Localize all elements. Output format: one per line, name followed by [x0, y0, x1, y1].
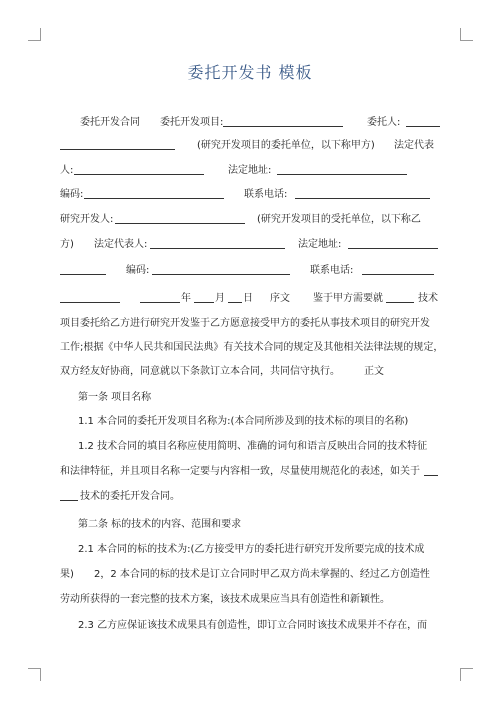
- clause-2-1-cont: [60, 567, 440, 583]
- rep-a-blank: [74, 163, 204, 181]
- preamble-start: 鉴于甲方需要就: [313, 293, 383, 304]
- project-blank: [223, 115, 343, 133]
- legal-rep-label-b: 法定代表人:: [94, 239, 148, 250]
- client-name-blank: [60, 138, 175, 156]
- line-preamble-3: 工作;根据《中华人民共和国民法典》有关技术合同的规定及其他相关法律法规的规定，: [60, 342, 444, 353]
- postcode-a-blank: [84, 187, 224, 205]
- year-blank: [140, 291, 180, 309]
- party-b-note: (研究开发项目的受托单位，以下称乙: [257, 214, 421, 225]
- line-preamble-2: 项目委托给乙方进行研究开发鉴于乙方愿意接受甲方的委托从事技术项目的研究开发: [60, 318, 430, 329]
- clause-1-2-text: 和法律特征，并且项目名称一定要与内容相一致，尽量使用规范化的表述，如关于: [60, 466, 420, 477]
- month-blank: [194, 291, 214, 309]
- clause-1-2-cont: [60, 464, 440, 480]
- month-label: 月: [215, 293, 225, 304]
- crop-mark-bottom-right: [460, 668, 473, 681]
- clause-2-1: 2.1 本合同的标的技术为:(乙方接受甲方的委托进行研究开发所要完成的技术成: [78, 544, 425, 555]
- phone-b-blank-cont: [60, 291, 120, 309]
- line-party-a-rep: [60, 163, 440, 179]
- clause-1-2-end-blank: [60, 489, 78, 507]
- body-heading: 正文: [364, 366, 384, 377]
- postcode-b-blank: [152, 263, 290, 281]
- crop-mark-bottom-left: [28, 668, 41, 681]
- article-2-heading: 第二条 标的技术的内容、范围和要求: [78, 519, 242, 530]
- address-a-blank: [277, 163, 407, 181]
- day-label: 日: [243, 293, 253, 304]
- phone-b-blank: [362, 263, 434, 281]
- phone-a-label: 联系电话:: [244, 189, 288, 200]
- contract-type-label: 委托开发合同: [80, 117, 140, 128]
- rep-a-label: 人:: [60, 165, 74, 176]
- party-b-close: 方): [60, 239, 74, 250]
- preamble-end: 双方经友好协商，同意就以下条款订立本合同，共同信守执行。: [60, 366, 340, 377]
- project-label: 委托开发项目:: [160, 117, 224, 128]
- clause-1-2-end: [60, 489, 440, 505]
- clause-1-2-end-text: 技术的委托开发合同。: [80, 491, 180, 502]
- tech-blank: [386, 291, 414, 309]
- line-party-b-rep: [60, 237, 440, 253]
- clause-1-2: 1.2 技术合同的填目名称应使用简明、准确的词句和语言反映出合同的技术特征: [78, 441, 428, 452]
- client-blank: [406, 115, 440, 133]
- legal-rep-label-a: 法定代表: [394, 140, 434, 151]
- day-blank: [228, 291, 242, 309]
- line-preamble-4: [60, 364, 440, 380]
- client-label: 委托人:: [367, 117, 401, 128]
- clause-2-2: 2，2 本合同的标的技术是订立合同时甲乙双方尚未掌握的、经过乙方创造性: [94, 569, 430, 580]
- clause-1-2-blank: [424, 464, 438, 482]
- phone-b-label: 联系电话:: [310, 265, 354, 276]
- line-date-preamble: [60, 291, 440, 307]
- preamble-heading: 序文: [270, 293, 290, 304]
- developer-blank: [115, 212, 245, 230]
- postcode-a-label: 编码:: [60, 189, 84, 200]
- crop-mark-top-left: [28, 28, 41, 41]
- article-1-heading: 第一条 项目名称: [78, 392, 152, 403]
- address-a-label: 法定地址:: [228, 165, 272, 176]
- rep-b-blank: [150, 237, 285, 255]
- clause-2-3: 2.3 乙方应保证该技术成果具有创造性，即订立合同时该技术成果并不存在，而: [78, 620, 428, 631]
- line-contract-header: [60, 115, 440, 131]
- clause-2-2-cont: 劳动所获得的一套完整的技术方案，该技术成果应当具有创造性和新颖性。: [60, 594, 390, 605]
- postcode-b-label: 编码:: [126, 265, 150, 276]
- clause-1-1: 1.1 本合同的委托开发项目名称为:(本合同所涉及到的技术标的项目的名称): [78, 416, 409, 427]
- tech-label: 技术: [418, 293, 438, 304]
- party-a-note: (研究开发项目的委托单位，以下称甲方): [197, 140, 375, 151]
- address-b-blank-cont: [60, 263, 106, 281]
- line-party-a-contact: [60, 187, 440, 203]
- line-party-a: [60, 138, 440, 154]
- developer-label: 研究开发人:: [60, 214, 114, 225]
- document-title: 委托开发书 模板: [187, 63, 313, 82]
- line-party-b: [60, 212, 440, 228]
- address-b-blank: [348, 237, 438, 255]
- phone-a-blank: [295, 187, 430, 205]
- crop-mark-top-right: [460, 28, 473, 41]
- line-party-b-contact: [60, 263, 440, 279]
- address-b-label: 法定地址:: [298, 239, 342, 250]
- clause-2-1-end: 果): [60, 569, 74, 580]
- year-label: 年: [181, 293, 191, 304]
